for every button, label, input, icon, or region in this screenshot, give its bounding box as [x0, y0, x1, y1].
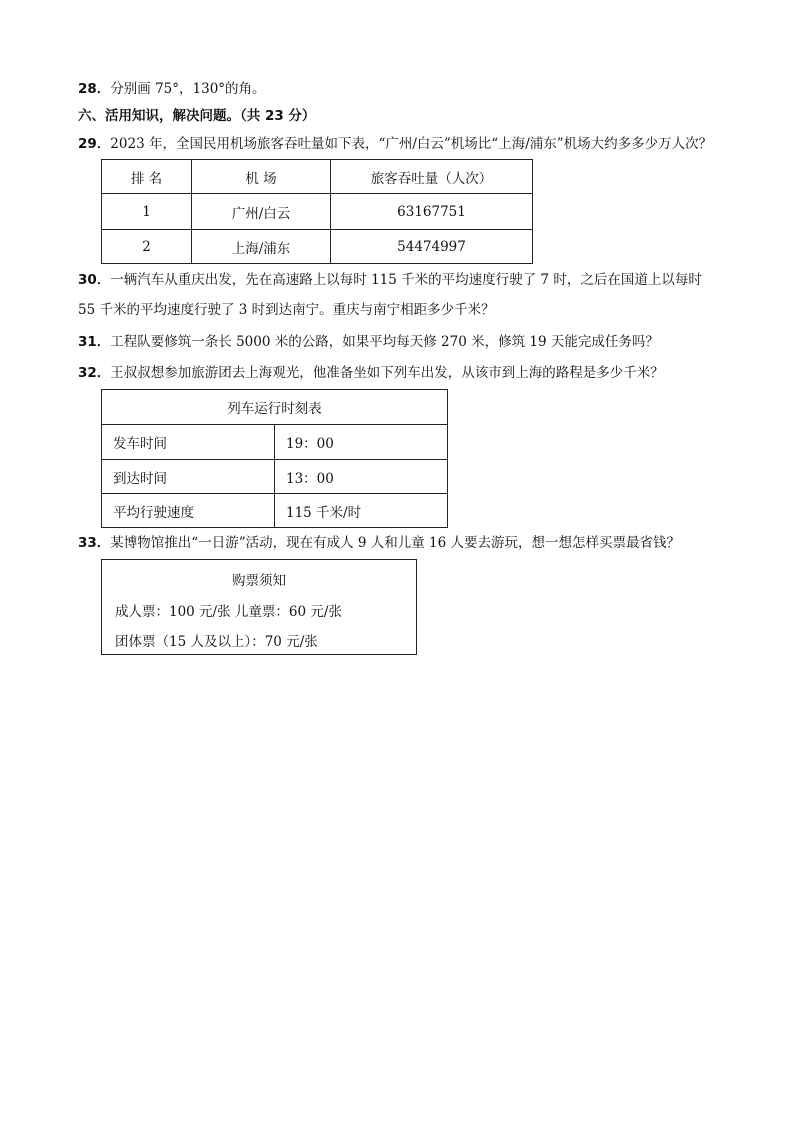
- table-row: [102, 230, 533, 264]
- table-cell: 54474997: [331, 230, 533, 264]
- airport-table: [101, 159, 533, 264]
- question-28: [78, 80, 266, 98]
- header-cell: 旅客吞吐量（人次）: [331, 160, 533, 194]
- table-title: 列车运行时刻表: [102, 390, 448, 425]
- table-title-row: [102, 390, 448, 425]
- table-cell: 13：00: [275, 460, 448, 494]
- table-cell: 63167751: [331, 194, 533, 230]
- table-cell: 发车时间: [102, 425, 275, 460]
- question-30-continued: 55 千米的平均速度行驶了 3 时到达南宁。重庆与南宁相距多少千米？: [78, 302, 495, 318]
- table-cell: 1: [102, 194, 192, 230]
- question-number: 29．: [78, 136, 111, 152]
- table-cell: 上海/浦东: [192, 230, 331, 264]
- table-cell: 19：00: [275, 425, 448, 460]
- question-32: [78, 364, 664, 382]
- train-schedule-table: [101, 389, 448, 528]
- header-cell: 排 名: [102, 160, 192, 194]
- notice-title: 购票须知: [232, 573, 286, 589]
- question-number: 32．: [78, 365, 111, 381]
- question-30: [78, 271, 702, 289]
- question-number: 28．: [78, 81, 111, 97]
- table-row: [102, 460, 448, 494]
- table-cell: 广州/白云: [192, 194, 331, 230]
- header-cell: 机 场: [192, 160, 331, 194]
- section-title: 六、活用知识，解决问题。（共 23 分）: [78, 108, 316, 124]
- notice-line: 团体票（15 人及以上）：70 元/张: [115, 634, 318, 650]
- table-row: [102, 194, 533, 230]
- table-cell: 到达时间: [102, 460, 275, 494]
- table-row: [102, 494, 448, 528]
- table-header-row: [102, 160, 533, 194]
- question-text: 2023 年，全国民用机场旅客吞吐量如下表，“广州/白云”机场比“上海/浦东”机场大约多多少万人次？: [110, 136, 713, 152]
- question-text: 一辆汽车从重庆出发，先在高速路上以每时 115 千米的平均速度行驶了 7 时，之后在国道上以每时: [110, 272, 702, 288]
- question-33: [78, 534, 680, 552]
- question-text: 某博物馆推出“一日游”活动，现在有成人 9 人和儿童 16 人要去游玩，想一想怎样买票最省钱？: [110, 535, 681, 551]
- question-text: 分别画 75°，130°的角。: [110, 81, 266, 97]
- question-number: 31．: [78, 334, 111, 350]
- question-number: 30．: [78, 272, 111, 288]
- table-cell: 115 千米/时: [275, 494, 448, 528]
- question-29: [78, 135, 712, 153]
- notice-line: 成人票：100 元/张 儿童票：60 元/张: [115, 604, 342, 620]
- table-cell: 2: [102, 230, 192, 264]
- table-cell: 平均行驶速度: [102, 494, 275, 528]
- question-text: 王叔叔想参加旅游团去上海观光，他准备坐如下列车出发，从该市到上海的路程是多少千米？: [110, 365, 664, 381]
- table-row: [102, 425, 448, 460]
- question-number: 33．: [78, 535, 111, 551]
- ticket-notice-box: [101, 559, 417, 655]
- question-text: 工程队要修筑一条长 5000 米的公路，如果平均每天修 270 米，修筑 19 天能完成任务吗？: [110, 334, 659, 350]
- question-31: [78, 333, 659, 351]
